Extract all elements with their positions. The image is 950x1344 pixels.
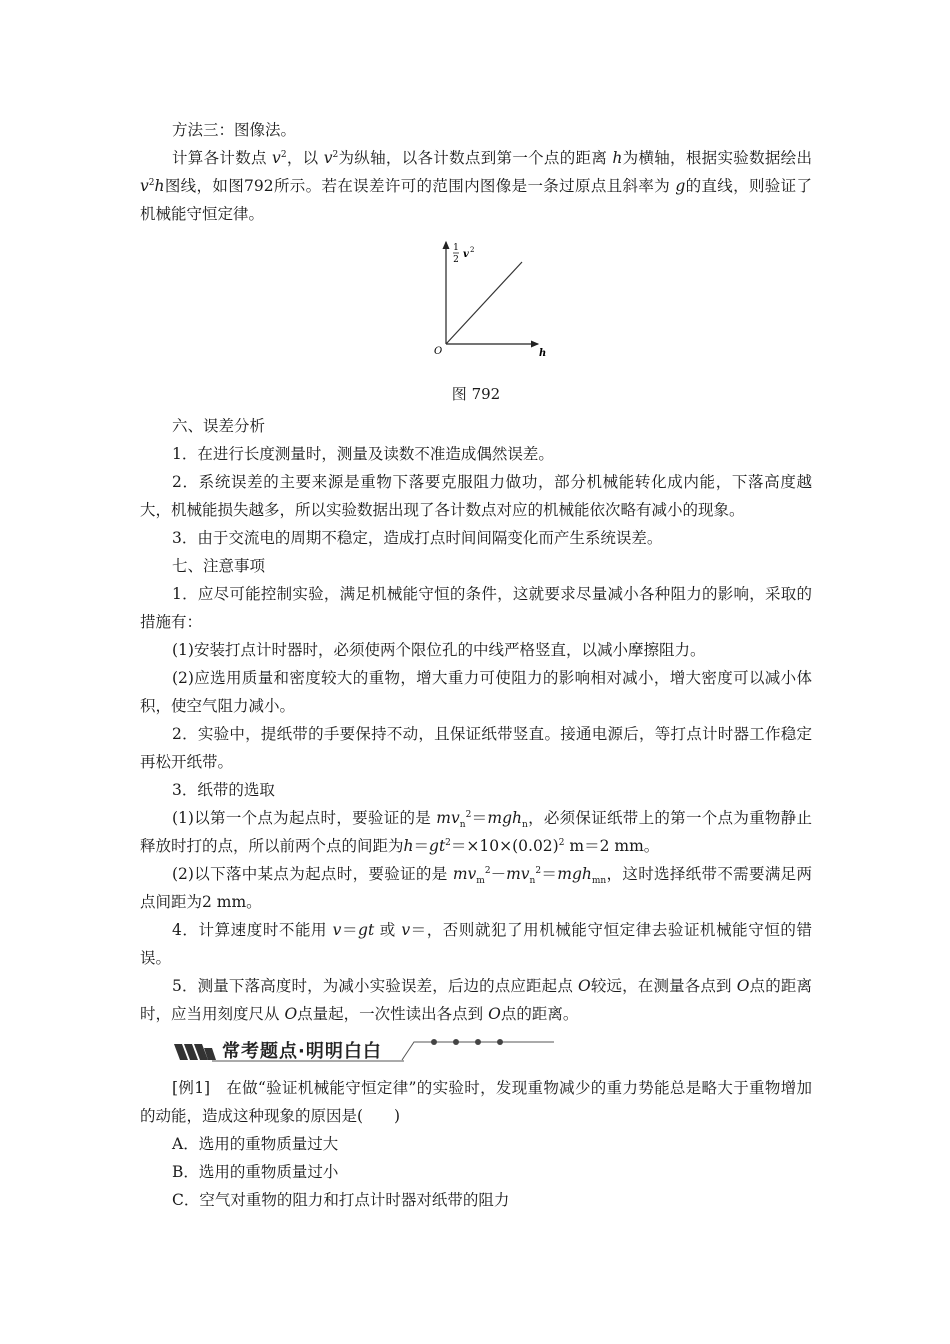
section6-item3: 3．由于交流电的周期不稳定，造成打点时间间隔变化而产生系统误差。 xyxy=(172,529,663,547)
section7-item1-1: (1)安装打点计时器时，必须使两个限位孔的中线严格竖直，以减小摩擦阻力。 xyxy=(172,641,706,659)
section7-item4: 4．计算速度时不能用 v＝gt 或 v＝，否则就犯了用机械能守恒定律去验证机械能守恒的错误。 xyxy=(140,921,812,967)
x-label: h xyxy=(539,348,547,359)
section7-item3: 3．纸带的选取 xyxy=(172,781,275,799)
banner-title: 常考题点·明明白白 xyxy=(222,1041,382,1062)
section7-item3-1: (1)以第一个点为起点时，要验证的是 $mv_n^2=mgh_n$，必须保证纸带上的第一个点为重物静止释放时打的点，所以前两个点的间距为$h=gt^2=\times 10\times(0.02)^2$ m＝2 mm。 xyxy=(140,809,812,855)
y-label-den: 2 xyxy=(453,255,459,265)
example1-question: [例1] 在做“验证机械能守恒定律”的实验时，发现重物减少的重力势能总是略大于重物增加的动能，造成这种现象的原因是( ) xyxy=(140,1079,812,1125)
section7-item1: 1．应尽可能控制实验，满足机械能守恒的条件，这就要求尽量减小各种阻力的影响，采取的措施有： xyxy=(140,585,812,631)
section7-item5: 5．测量下落高度时，为减小实验误差，后边的点应距起点 O较远，在测量各点到 O点的距离时，应当用刻度尺从 O点量起，一次性读出各点到 O点的距离。 xyxy=(140,977,812,1023)
section6-item1: 1．在进行长度测量时，测量及读数不准造成偶然误差。 xyxy=(172,445,554,463)
section-banner xyxy=(172,1034,812,1068)
section7-item1-2: (2)应选用质量和密度较大的重物，增大重力可使阻力的影响相对减小，增大密度可以减小体积，使空气阻力减小。 xyxy=(140,669,812,715)
document-page xyxy=(140,116,812,1214)
section6-heading: 六、误差分析 xyxy=(172,417,266,435)
v2-h-graph xyxy=(424,232,554,362)
y-label-sup: 2 xyxy=(470,246,475,254)
example1-option-b[interactable]: B．选用的重物质量过小 xyxy=(172,1163,339,1181)
section6-item2: 2．系统误差的主要来源是重物下落要克服阻力做功，部分机械能转化成内能，下落高度越大，机械能损失越多，所以实验数据出现了各计数点对应的机械能依次略有减小的现象。 xyxy=(140,473,812,519)
example1-option-a[interactable]: A．选用的重物质量过大 xyxy=(172,1135,339,1153)
section7-item2: 2．实验中，提纸带的手要保持不动，且保证纸带竖直。接通电源后，等打点计时器工作稳定再松开纸带。 xyxy=(140,725,812,771)
method3-paragraph: 计算各计数点 $v^2$，以 $v^2$为纵轴，以各计数点到第一个点的距离 h为横轴，根据实验数据绘出 $v^2h$图线，如图792所示。若在误差许可的范围内图像是一条过原点且斜率为 g的直线，则验证了机械能守恒定律。 xyxy=(140,149,812,223)
section7-heading: 七、注意事项 xyxy=(172,557,266,575)
figure-792 xyxy=(140,232,812,392)
origin-label: O xyxy=(434,346,443,357)
section7-item3-2: (2)以下落中某点为起点时，要验证的是 $mv_m^2-mv_n^2=mgh_{mn}$，这时选择纸带不需要满足两点间距为2 mm。 xyxy=(140,865,812,911)
figure-caption: 图 792 xyxy=(451,385,501,403)
example1-option-c[interactable]: C．空气对重物的阻力和打点计时器对纸带的阻力 xyxy=(172,1191,510,1209)
y-label-num: 1 xyxy=(453,243,459,253)
method3-heading: 方法三：图像法。 xyxy=(172,121,297,139)
v2-h-line xyxy=(446,262,522,344)
y-label-var: v xyxy=(463,249,469,260)
